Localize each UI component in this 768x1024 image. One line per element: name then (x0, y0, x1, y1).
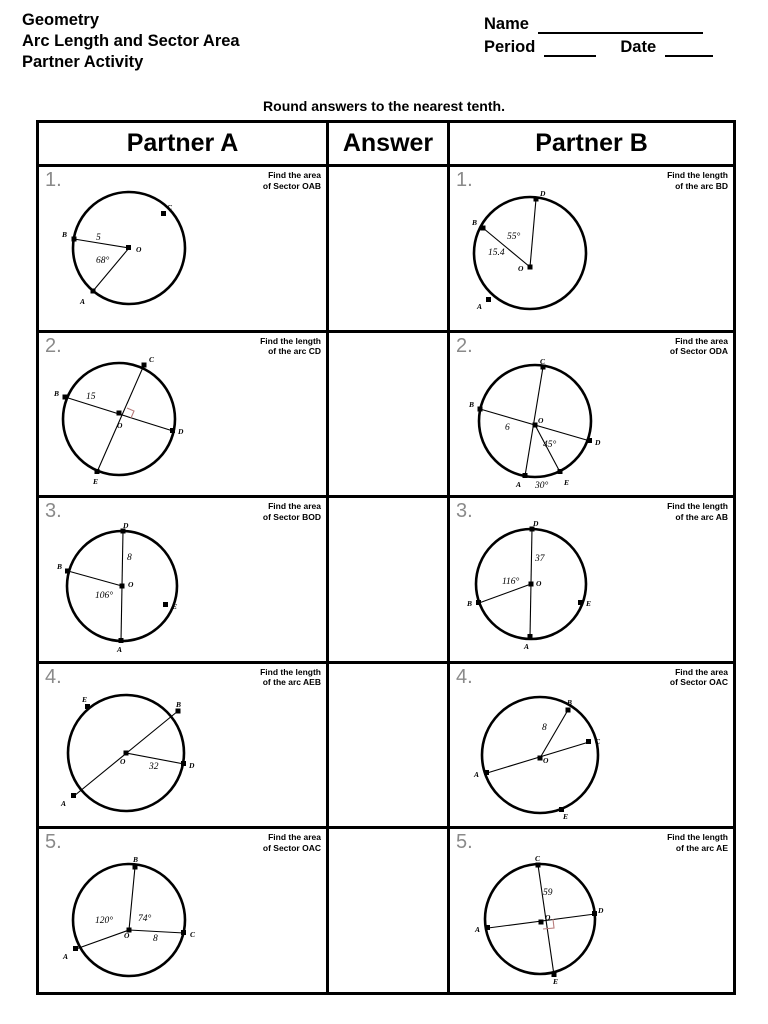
prompt-line-2: of the arc AB (675, 511, 728, 522)
prompt-line-1: Find the area (675, 666, 728, 677)
point-label-E: E (586, 599, 592, 609)
point-label-B: B (54, 388, 60, 398)
problem-number: 5. (456, 831, 473, 854)
point-label-D: D (189, 760, 195, 770)
point-label-B: B (62, 230, 68, 239)
angle-value: 116° (502, 577, 520, 588)
radius-value: 15 (86, 391, 96, 402)
angle-value-2: 30° (535, 480, 549, 491)
prompt-line-1: Find the area (268, 170, 321, 180)
point-label-A: A (117, 645, 123, 655)
worksheet-table (36, 120, 736, 995)
point-label-B: B (472, 218, 478, 227)
angle-value: 55° (507, 232, 521, 242)
point-label-A: A (477, 302, 483, 311)
center-label-O: O (120, 756, 126, 766)
circle-figure-b5 (450, 837, 733, 987)
rounding-instruction: Round answers to the nearest tenth. (263, 98, 505, 114)
circle-figure-b3 (450, 506, 733, 656)
problem-number: 1. (456, 169, 473, 191)
point-label-A: A (61, 798, 67, 808)
angle-value: 45° (543, 439, 557, 450)
radius-value: 32 (149, 761, 159, 772)
point-label-C: C (595, 736, 601, 746)
point-label-B: B (469, 399, 475, 409)
point-label-A: A (524, 642, 530, 652)
column-header-partner-b: Partner B (535, 129, 648, 157)
point-label-E: E (564, 477, 570, 487)
radius-value: 5 (96, 233, 101, 243)
problem-a2 (39, 333, 326, 496)
angle-value: 106° (95, 591, 114, 602)
point-label-D: D (533, 519, 539, 529)
point-label-D: D (123, 521, 129, 531)
point-label-E: E (82, 694, 88, 704)
radius-value: 15.4 (488, 248, 505, 258)
prompt-line-2: of the arc AE (675, 842, 728, 853)
center-label-O: O (538, 415, 544, 425)
problem-number: 2. (45, 334, 62, 357)
answer-cell-2[interactable] (326, 333, 450, 496)
point-label-B: B (467, 599, 473, 609)
point-label-D: D (178, 426, 184, 436)
circle-figure-a1 (39, 175, 326, 325)
problem-number: 2. (456, 334, 473, 357)
point-label-A: A (80, 297, 86, 306)
point-label-E: E (93, 476, 99, 486)
prompt-line-1: Find the area (675, 335, 728, 346)
radius-value: 8 (542, 722, 547, 733)
header-titles (22, 10, 240, 73)
table-row (39, 333, 733, 499)
date-label: Date (620, 38, 657, 56)
prompt-line-2: of the arc BD (675, 180, 728, 191)
point-label-C: C (540, 356, 546, 366)
radius-value: 8 (127, 553, 132, 564)
problem-number: 4. (456, 665, 473, 688)
point-label-D: D (540, 189, 546, 198)
center-label-O: O (518, 264, 524, 273)
angle-value: 120° (95, 916, 114, 927)
name-label: Name (484, 15, 529, 33)
point-label-E: E (553, 977, 559, 987)
table-row (39, 167, 733, 333)
problem-number: 3. (456, 500, 473, 523)
center-label-O: O (117, 420, 123, 430)
problem-number: 5. (45, 831, 62, 854)
angle-value: 68° (96, 256, 110, 266)
point-label-C: C (167, 203, 173, 212)
activity-title: Partner Activity (22, 53, 144, 71)
problem-number: 3. (45, 500, 62, 523)
prompt-line-2: of Sector BOD (262, 511, 321, 522)
circle-figure-b1 (450, 175, 733, 325)
point-label-A: A (516, 479, 522, 489)
answer-cell-3[interactable] (326, 498, 450, 661)
answer-cell-5[interactable] (326, 829, 450, 992)
problem-a1 (39, 167, 326, 330)
angle-value-2: 74° (138, 914, 152, 925)
prompt-line-2: of Sector OAB (262, 180, 321, 191)
radius-value: 59 (543, 888, 553, 899)
prompt-line-1: Find the length (260, 335, 321, 346)
center-label-O: O (543, 755, 549, 765)
prompt-line-2: of the arc CD (268, 346, 321, 357)
circle-figure-a5 (39, 837, 326, 987)
problem-a3 (39, 498, 326, 661)
table-row (39, 498, 733, 664)
point-label-E: E (172, 602, 178, 612)
problem-b5 (450, 829, 733, 992)
circle-figure-a3 (39, 506, 326, 656)
center-label-O: O (128, 580, 134, 590)
prompt-line-1: Find the length (260, 666, 321, 677)
period-input-rule[interactable] (544, 42, 596, 57)
period-date-line (484, 34, 713, 57)
problem-b1 (450, 167, 733, 330)
prompt-line-1: Find the area (268, 501, 321, 512)
prompt-line-2: of the arc AEB (262, 677, 321, 688)
period-label: Period (484, 38, 536, 56)
point-label-C: C (149, 354, 155, 364)
problem-a4 (39, 664, 326, 827)
point-label-A: A (475, 925, 481, 935)
prompt-line-1: Find the length (667, 501, 728, 512)
problem-number: 4. (45, 665, 62, 688)
point-label-B: B (133, 855, 139, 865)
center-label-O: O (124, 931, 130, 941)
center-label-O: O (545, 913, 551, 923)
answer-cell-1[interactable] (326, 167, 450, 330)
table-row (39, 829, 733, 992)
problem-a5 (39, 829, 326, 992)
answer-cell-4[interactable] (326, 664, 450, 827)
prompt-line-2: of Sector OAC (262, 842, 321, 853)
problem-number: 1. (45, 169, 62, 191)
point-label-E: E (563, 811, 569, 821)
circle-figure-b2 (450, 341, 733, 491)
point-label-B: B (57, 562, 63, 572)
point-label-A: A (474, 769, 480, 779)
problem-b2 (450, 333, 733, 496)
table-row (39, 664, 733, 830)
topic-title: Arc Length and Sector Area (22, 32, 240, 50)
problem-b4 (450, 664, 733, 827)
circle-figure-a4 (39, 672, 326, 822)
prompt-line-2: of Sector OAC (669, 677, 728, 688)
circle-figure-b4 (450, 672, 733, 822)
radius-value: 6 (505, 422, 510, 433)
point-label-B: B (567, 697, 573, 707)
radius-value: 8 (153, 934, 158, 945)
point-label-C: C (535, 854, 541, 864)
date-input-rule[interactable] (665, 42, 713, 57)
point-label-B: B (176, 699, 182, 709)
problem-b3 (450, 498, 733, 661)
column-header-answer: Answer (326, 123, 450, 164)
point-label-D: D (598, 906, 604, 916)
radius-value: 37 (535, 554, 545, 565)
center-label-O: O (136, 245, 142, 254)
course-title: Geometry (22, 11, 100, 29)
name-input-rule[interactable] (538, 19, 703, 34)
prompt-line-1: Find the length (667, 832, 728, 843)
column-header-partner-a: Partner A (126, 129, 239, 157)
student-info-block (484, 11, 713, 57)
circle-figure-a2 (39, 341, 326, 491)
point-label-D: D (595, 437, 601, 447)
point-label-C: C (190, 930, 196, 940)
prompt-line-1: Find the area (268, 832, 321, 843)
prompt-line-2: of Sector ODA (669, 346, 728, 357)
point-label-A: A (63, 952, 69, 962)
name-line (484, 11, 713, 34)
center-label-O: O (536, 579, 542, 589)
sheet-header (0, 0, 768, 100)
prompt-line-1: Find the length (667, 170, 728, 180)
table-header-row (39, 123, 733, 167)
